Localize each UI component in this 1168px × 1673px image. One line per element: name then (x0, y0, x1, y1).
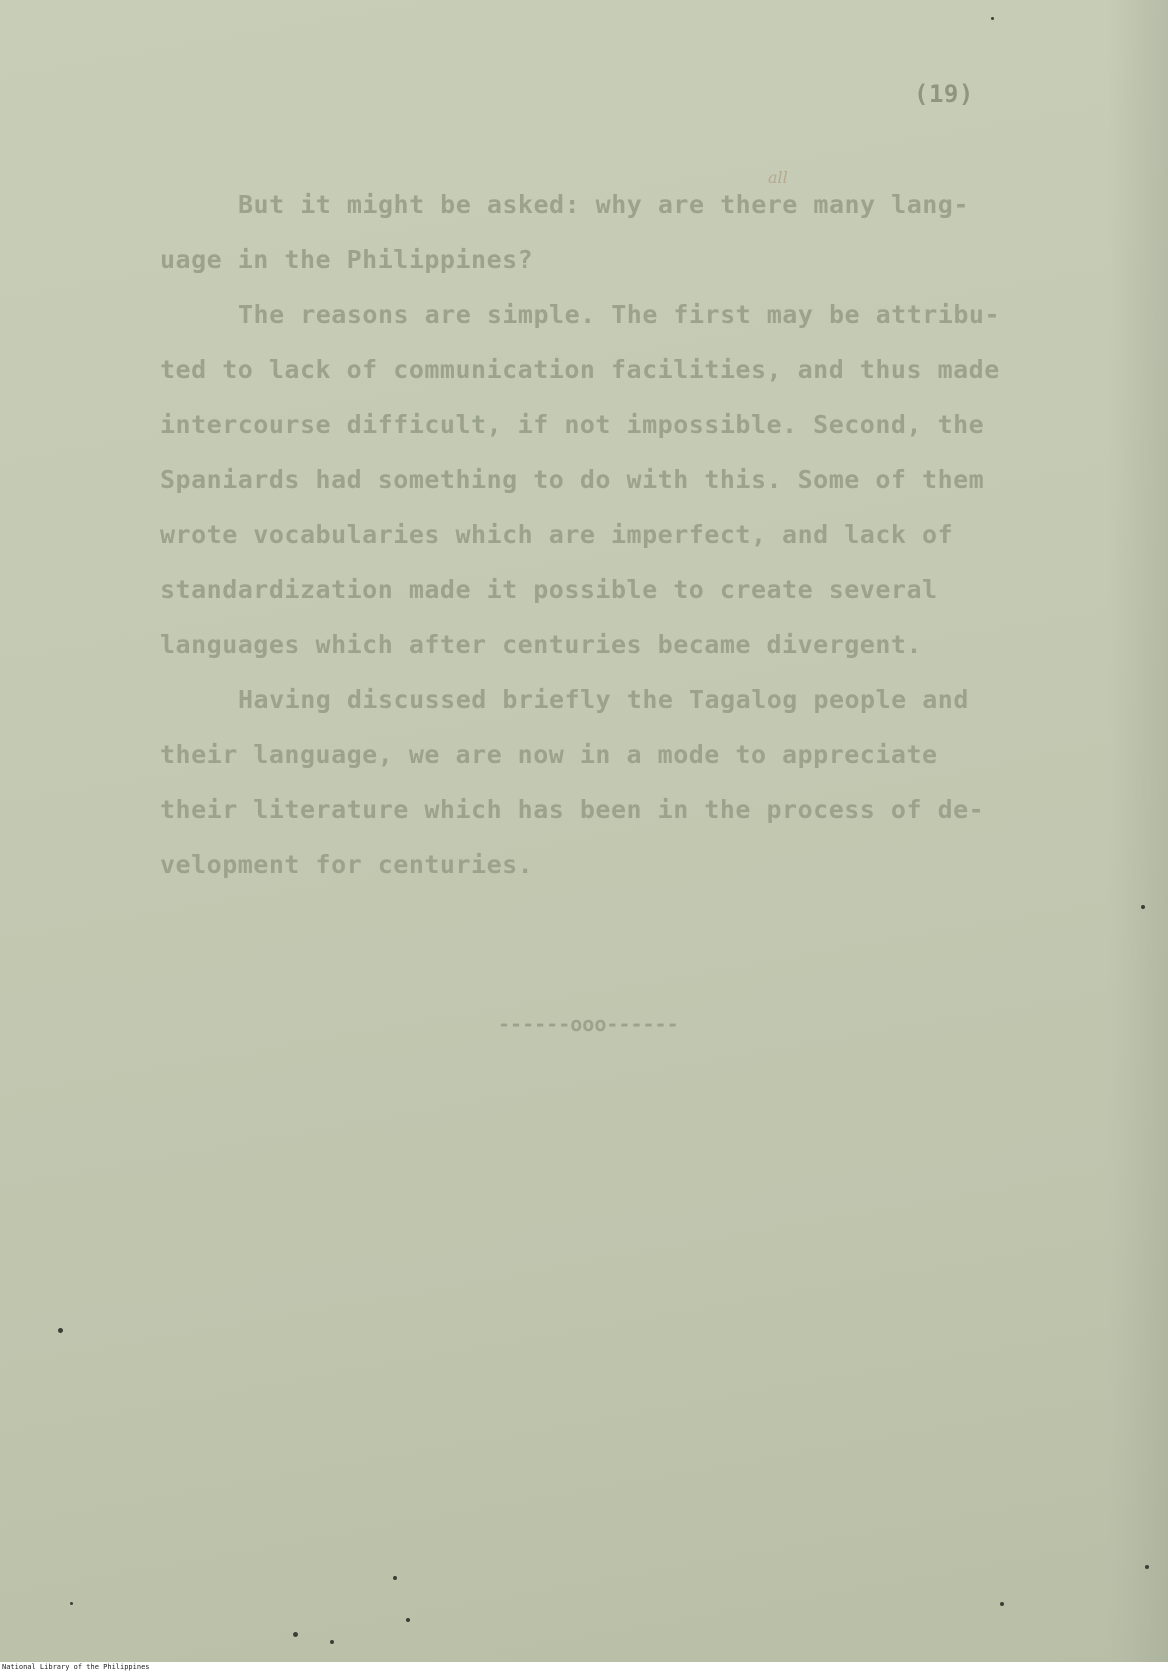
dust-speck (330, 1640, 334, 1644)
page-edge-shadow (1108, 0, 1168, 1662)
text-line: But it might be asked: why are there many lang- (238, 190, 969, 219)
text-line: ted to lack of communication facilities, and thus made (160, 355, 1000, 384)
page-number: (19) (914, 80, 974, 108)
dust-speck (393, 1576, 397, 1580)
text-line: Having discussed briefly the Tagalog people and (238, 685, 969, 714)
text-line: velopment for centuries. (160, 850, 534, 879)
dust-speck (1141, 905, 1145, 909)
text-line: uage in the Philippines? (160, 245, 534, 274)
footer-bar (0, 1662, 1168, 1673)
text-line: their literature which has been in the process of de- (160, 795, 985, 824)
dust-speck (70, 1602, 73, 1605)
text-line: Spaniards had something to do with this. Some of them (160, 465, 985, 494)
dust-speck (58, 1328, 63, 1333)
section-separator: ------ooo------ (498, 1012, 679, 1036)
dust-speck (1000, 1602, 1004, 1606)
dust-speck (406, 1618, 410, 1622)
footer-credit: National Library of the Philippines (2, 1663, 150, 1671)
handwritten-annotation: all (768, 168, 788, 187)
text-line: The reasons are simple. The first may be attribu- (238, 300, 1001, 329)
dust-speck (1145, 1565, 1149, 1569)
text-line: intercourse difficult, if not impossible. Second, the (160, 410, 985, 439)
text-line: languages which after centuries became divergent. (160, 630, 923, 659)
dust-speck (991, 17, 994, 20)
dust-speck (293, 1632, 298, 1637)
text-line: their language, we are now in a mode to appreciate (160, 740, 938, 769)
text-line: standardization made it possible to create several (160, 575, 938, 604)
text-line: wrote vocabularies which are imperfect, and lack of (160, 520, 954, 549)
